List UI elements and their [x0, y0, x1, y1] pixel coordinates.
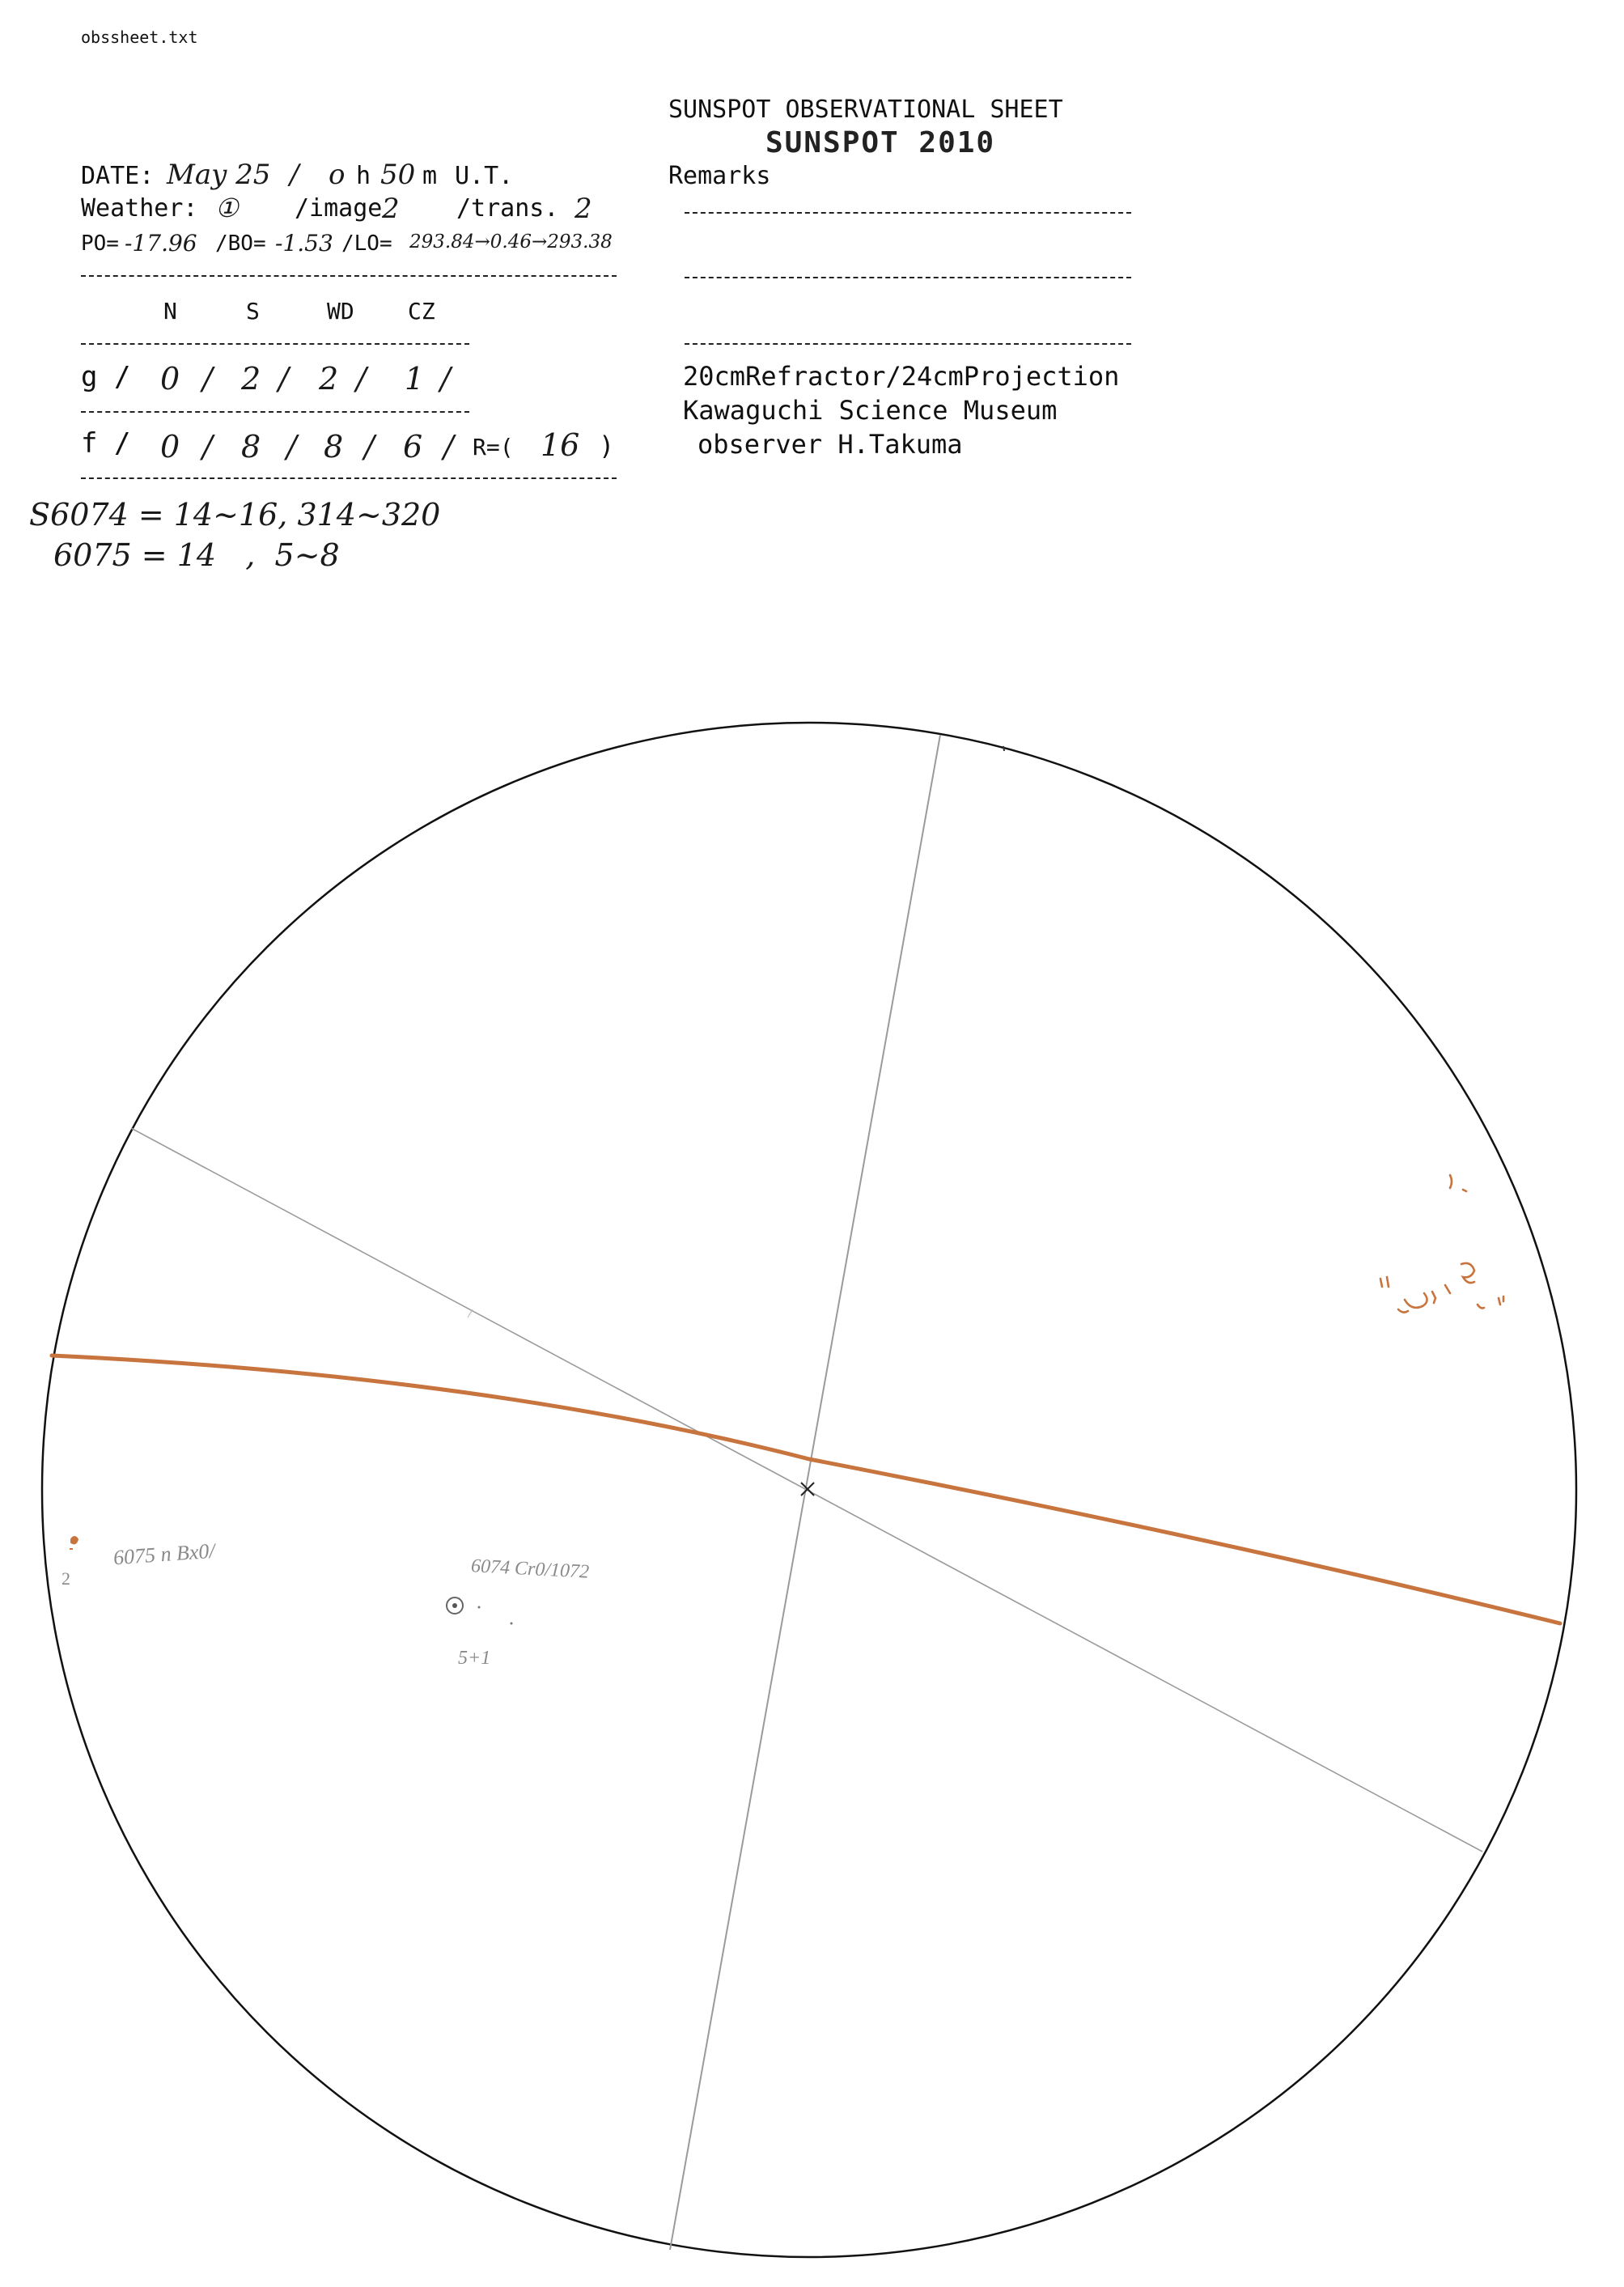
trans-value: 2 — [575, 193, 592, 225]
sunspot-mark — [1432, 1292, 1435, 1303]
sunspot-mark — [1463, 1190, 1466, 1191]
sunspot-mark — [1478, 1305, 1484, 1309]
g-wd-value: 2 — [319, 361, 339, 397]
group-6075-count: 2 — [61, 1568, 70, 1589]
sunspot-mark — [1450, 1175, 1452, 1188]
trans-label: /trans. — [456, 194, 559, 223]
f-n-value: 0 — [160, 429, 180, 465]
l0-value: 293.84→0.46→293.38 — [409, 231, 613, 252]
sunspot-group-6075 — [70, 1537, 78, 1549]
g-sep: / — [202, 361, 213, 397]
sunspot-mark — [1398, 1309, 1408, 1313]
sunspot-mark — [1445, 1285, 1450, 1293]
sunspot-pore — [511, 1623, 513, 1625]
f-s-value: 8 — [241, 429, 261, 465]
f-sep: / — [202, 429, 213, 465]
image-value: 2 — [382, 193, 400, 225]
remarks-label: Remarks — [668, 162, 771, 190]
f-sep: / — [286, 429, 297, 465]
pencil-tick — [468, 1309, 473, 1317]
date-hour: o — [329, 159, 346, 191]
p0-value: -17.96 — [125, 230, 197, 257]
stamp-title: SUNSPOT 2010 — [765, 126, 996, 159]
date-minute: 50 — [380, 159, 416, 191]
handnote-6074: S6074 = 14~16, 314~320 — [29, 497, 441, 533]
l0-label: /LO= — [341, 231, 392, 256]
p0-label: PO= — [81, 231, 119, 256]
b0-value: -1.53 — [275, 230, 333, 257]
north-tick — [1003, 746, 1004, 751]
f-sep: / — [443, 429, 454, 465]
sheet-title: SUNSPOT OBSERVATIONAL SHEET — [668, 95, 1063, 124]
g-sep: / — [440, 361, 451, 397]
file-label: obssheet.txt — [81, 28, 198, 47]
sunspot-mark — [71, 1537, 78, 1543]
date-sep: / — [290, 159, 299, 191]
g-n-value: 0 — [160, 361, 180, 397]
handnote-6075: 6075 = 14 , 5~8 — [53, 537, 340, 573]
header-s: S — [246, 298, 260, 325]
g-sep: / — [356, 361, 367, 397]
g-cz-value: 1 — [405, 361, 425, 397]
g-s-value: 2 — [241, 361, 261, 397]
sunspot-umbra — [452, 1603, 457, 1608]
r-close: ) — [599, 431, 615, 461]
header-cz: CZ — [408, 298, 435, 325]
sunspot-mark — [1380, 1277, 1389, 1287]
group-6074-count: 5+1 — [458, 1648, 491, 1669]
group-6075-label: 6075 n Bx0/ — [112, 1538, 216, 1570]
disk-center-mark — [801, 1483, 814, 1496]
observer-name: observer H.Takuma — [698, 429, 963, 460]
b0-label: /BO= — [215, 231, 266, 256]
date-m: m — [422, 162, 438, 190]
sunspot-group-6074 — [447, 1598, 513, 1625]
telescope-info: 20cmRefractor/24cmProjection — [683, 361, 1120, 392]
image-label: /image — [295, 194, 383, 223]
date-label: DATE: — [81, 162, 155, 190]
f-sep: / — [364, 429, 375, 465]
f-row-label: f / — [81, 427, 131, 460]
f-cz-value: 6 — [403, 429, 423, 465]
weather-label: Weather: — [81, 194, 198, 223]
date-month-day: May 25 — [167, 159, 271, 191]
sunspot-mark — [1405, 1293, 1427, 1308]
g-sep: / — [278, 361, 289, 397]
f-label: f — [81, 427, 98, 460]
sunspot-mark — [1499, 1296, 1503, 1305]
r-value: 16 — [541, 427, 580, 463]
weather-value: ① — [215, 193, 239, 223]
group-6074-label: 6074 Cr0/1072 — [470, 1555, 590, 1583]
r-label: R=( — [473, 434, 514, 460]
header-wd: WD — [327, 298, 354, 325]
date-ut: U.T. — [455, 162, 514, 190]
date-h: h — [356, 162, 371, 190]
museum-name: Kawaguchi Science Museum — [683, 395, 1058, 426]
sunspot-group-west — [1380, 1175, 1503, 1313]
f-wd-value: 8 — [324, 429, 344, 465]
header-n: N — [163, 298, 177, 325]
sunspot-mark — [1461, 1263, 1474, 1283]
g-row-label: g / — [81, 361, 131, 393]
sunspot-pore — [478, 1606, 481, 1609]
g-label: g — [81, 361, 98, 393]
